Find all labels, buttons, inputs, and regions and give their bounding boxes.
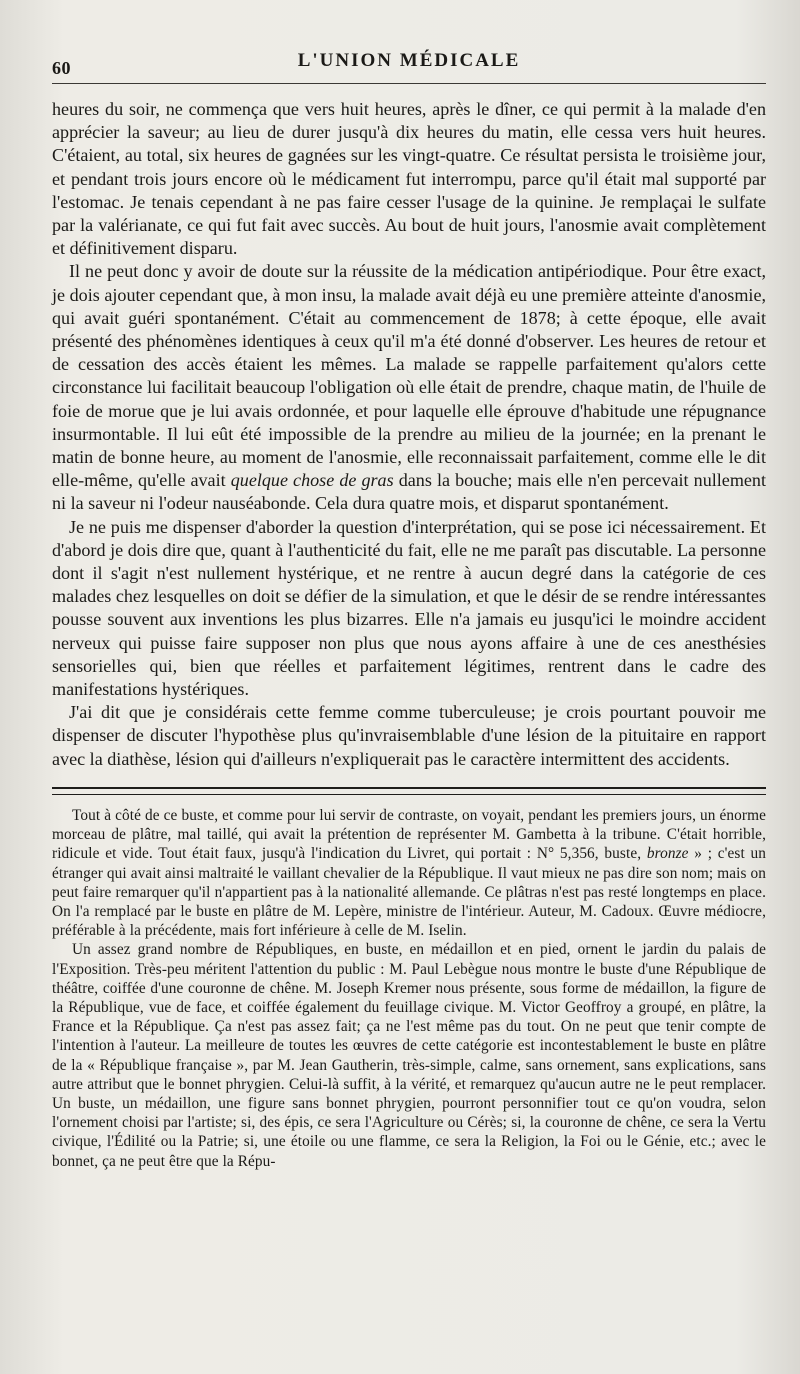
article-text: dans la bouche; mais elle n'en percevait nullement ni la saveur ni l'odeur nauséabonde. Cela dura quatre mois, et disparut spontanément. — [52, 470, 767, 514]
article-paragraph — [52, 98, 766, 260]
page-number: 60 — [52, 58, 71, 78]
feuilleton-text: Un assez grand nombre de Républiques, en buste, en médaillon et en pied, ornent le jardin du palais de l'Exposition. Très-peu méritent l'attention du public : M. Paul Lebègue nous montre le buste d'une République de théâtre, coiffée d'une couronne de chêne. M. Joseph Kremer nous présente, sous forme de médaillon, la figure de la République, vue de face, et coiffée également du feuillage civique. M. Victor Geoffroy a groupé, en plâtre, la France et la République. Ça n'est pas assez fait; ça ne l'est même pas du tout. On ne peut que tenir compte de l'intention à l'auteur. La meilleure de toutes les œuvres de cette catégorie est incontestablement le buste en plâtre de la « République française », par M. Jean Gautherin, très-simple, calme, sans ornement, sans explications, sans autre attribut que le bonnet phrygien. Celui-là suffit, à la vérité, et remarquez qu'aucun autre ne le peut remplacer. Un buste, un médaillon, une figure sans bonnet phrygien, pourront personnifier tout ce qu'on voudra, selon l'ornement choisi par l'artiste; si, des épis, ce sera l'Agriculture ou Cérès; si, la couronne de chêne, ce sera la Vertu civique, l'Édilité ou la Patrie; si, une étoile ou une flamme, ce sera la Religion, la Foi ou le Génie, etc.; avec le bonnet, ça ne peut être que la Répu- — [52, 941, 766, 1170]
article-paragraph — [52, 260, 766, 515]
journal-title: L'UNION MÉDICALE — [297, 50, 521, 71]
article-text: J'ai dit que je considérais cette femme comme tuberculeuse; je crois pourtant pouvoir me dispenser de discuter l'hypothèse plus qu'invraisemblable d'une lésion de la pituitaire en rapport avec la diathèse, lésion qui d'ailleurs n'expliquerait pas le caractère intermittent des accidents. — [52, 702, 766, 769]
feuilleton-paragraph — [52, 940, 766, 1170]
article-text: Il ne peut donc y avoir de doute sur la réussite de la médication antipériodique. Pour être exact, je dois ajouter cependant que, à mon insu, la malade avait déjà eu une première atteinte d'anosmie, qui avait guéri spontanément. C'était au commencement de 1878; à cette époque, elle avait présenté des phénomènes identiques à ceux qu'il m'a été donné d'observer. Les heures de retour et de cessation des accès étaient les mêmes. La malade se rappelle parfaitement qu'alors cette circonstance lui facilitait beaucoup l'obligation où elle était de prendre, chaque matin, de l'huile de foie de morue que je lui avais ordonnée, et pour laquelle elle éprouve d'habitude une répugnance insurmontable. Il lui eût été impossible de la prendre au milieu de la journée; en la prenant le matin de bonne heure, au moment de l'anosmie, elle reconnaissait parfaitement, comme elle le dit elle-même, qu'elle avait — [52, 261, 766, 491]
article-paragraph — [52, 516, 766, 702]
article-text: heures du soir, ne commença que vers huit heures, après le dîner, ce qui permit à la malade d'en apprécier la saveur; au lieu de durer jusqu'à dix heures du matin, elle cessa vers huit heures. C'étaient, au total, six heures de gagnées sur les vingt-quatre. Ce résultat persista le troisième jour, et pendant trois jours encore où le médicament fut interrompu, parce qu'il était mal supporté par l'estomac. Je tenais cependant à ne pas faire cesser l'usage de la quinine. Je remplaçai le sulfate par la valérianate, ce qui fut fait avec succès. Au bout de huit jours, l'anosmie avait complètement et définitivement disparu. — [52, 99, 766, 259]
article-italic-text: quelque chose de gras — [230, 470, 394, 491]
feuilleton-separator — [52, 787, 766, 795]
feuilleton-text: » ; c'est un étranger qui avait ainsi maltraité le vaillant chevalier de la République. Il vaut mieux ne pas dire son nom; mais on peut faire remarquer qu'il n'appartient pas à la nationalité allemande. Ce plâtras n'est pas resté longtemps en place. On l'a remplacé par le buste en plâtre de M. Lepère, ministre de l'intérieur. Auteur, M. Cadoux. Œuvre médiocre, préférable à la précédente, mais fort inférieure à celle de M. Iselin. — [52, 845, 766, 940]
feuilleton-italic-text: bronze — [646, 845, 689, 863]
header-rule — [52, 83, 766, 84]
page-header — [52, 0, 766, 82]
feuilleton-section — [52, 806, 766, 1171]
article-paragraph — [52, 701, 766, 771]
feuilleton-text: Tout à côté de ce buste, et comme pour lui servir de contraste, on voyait, pendant les premiers jours, un énorme morceau de plâtre, mal taillé, qui avait la prétention de représenter M. Gambetta à la tribune. C'était horrible, ridicule et vide. Tout était faux, jusqu'à l'indication du Livret, qui portait : N° 5,356, buste, — [52, 806, 766, 863]
feuilleton-paragraph — [52, 806, 766, 940]
article-body — [52, 98, 766, 771]
article-text: Je ne puis me dispenser d'aborder la question d'interprétation, qui se pose ici nécessairement. Et d'abord je dois dire que, quant à l'authenticité du fait, elle ne me paraît pas discutable. La personne dont il s'agit n'est nullement hystérique, et ne rentre à aucun degré dans la catégorie de ces malades chez lesquelles on doit se défier de la simulation, et que le désir de se rendre intéressantes pousse souvent aux inventions les plus bizarres. Elle n'a jamais eu jusqu'ici le moindre accident nerveux qui puisse faire supposer non plus que nous ayons affaire à une de ces anesthésies sensorielles qui, bien que réelles et parfaitement légitimes, rentrent dans le cadre des manifestations hystériques. — [52, 516, 766, 700]
